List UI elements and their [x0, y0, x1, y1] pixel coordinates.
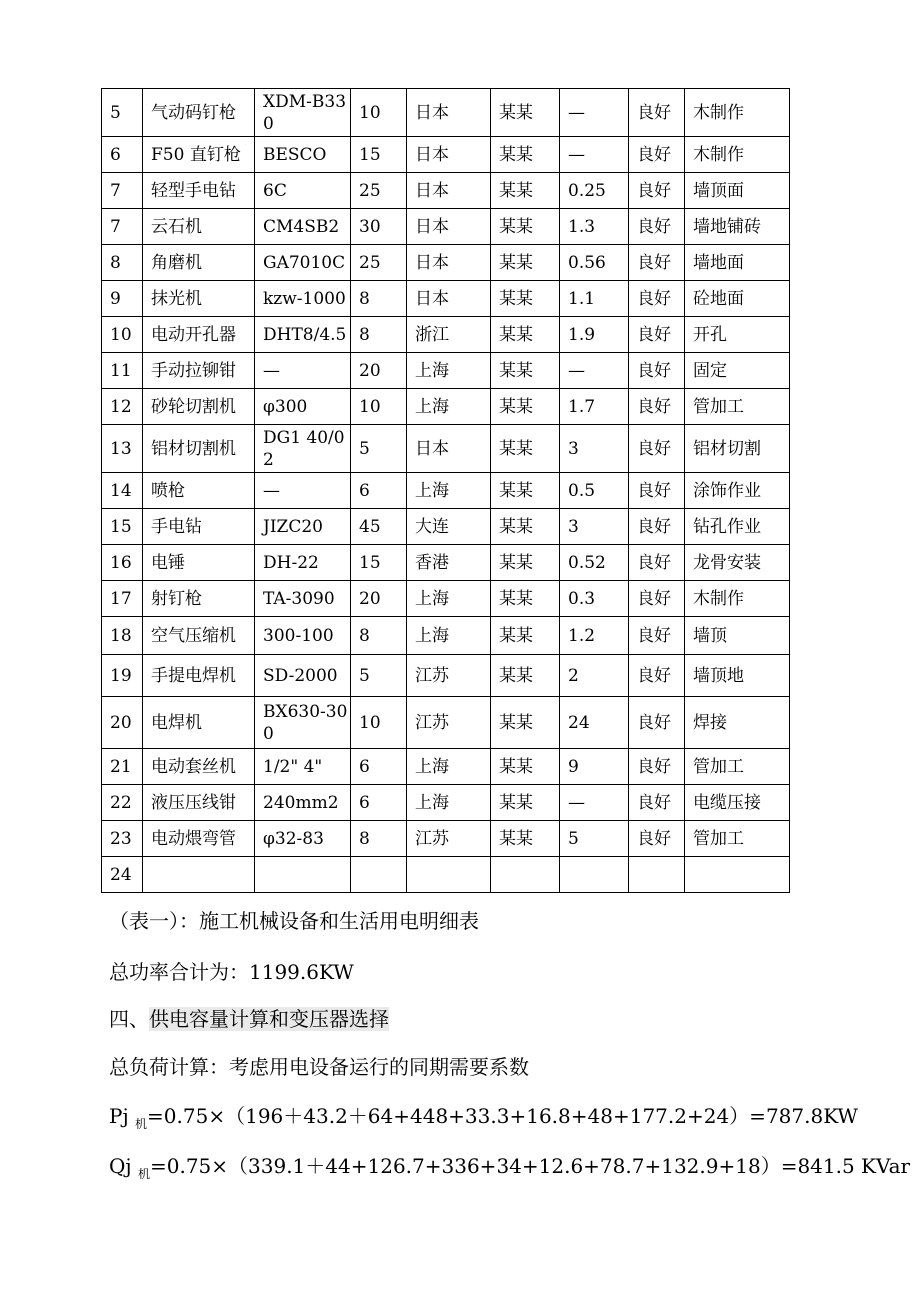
cell-model: BESCO	[255, 137, 351, 173]
cell-power: —	[560, 137, 629, 173]
cell-power	[560, 857, 629, 893]
cell-seq: 7	[102, 173, 143, 209]
cell-condition: 良好	[629, 317, 685, 353]
cell-quantity: 10	[351, 89, 407, 137]
cell-quantity: 15	[351, 137, 407, 173]
cell-usage: 墙顶地	[685, 655, 790, 697]
cell-usage: 木制作	[685, 89, 790, 137]
cell-condition: 良好	[629, 137, 685, 173]
cell-seq: 6	[102, 137, 143, 173]
cell-equipment-name: 抹光机	[143, 281, 255, 317]
cell-model: SD-2000	[255, 655, 351, 697]
cell-model: DHT8/4.5	[255, 317, 351, 353]
cell-quantity: 15	[351, 545, 407, 581]
table-row	[102, 509, 790, 545]
cell-quantity: 45	[351, 509, 407, 545]
cell-condition: 良好	[629, 389, 685, 425]
cell-manufacturer: 某某	[491, 697, 560, 749]
cell-manufacturer: 某某	[491, 785, 560, 821]
cell-model: 1/2" 4"	[255, 749, 351, 785]
table-row	[102, 857, 790, 893]
cell-seq: 15	[102, 509, 143, 545]
cell-quantity: 5	[351, 655, 407, 697]
cell-seq: 14	[102, 473, 143, 509]
cell-quantity	[351, 857, 407, 893]
cell-condition: 良好	[629, 281, 685, 317]
cell-power: 2	[560, 655, 629, 697]
cell-quantity: 8	[351, 821, 407, 857]
cell-manufacturer: 某某	[491, 821, 560, 857]
cell-power: 1.3	[560, 209, 629, 245]
table-row	[102, 425, 790, 473]
cell-power: 0.25	[560, 173, 629, 209]
cell-origin: 上海	[407, 353, 491, 389]
cell-origin: 上海	[407, 749, 491, 785]
table-row	[102, 785, 790, 821]
cell-origin: 日本	[407, 245, 491, 281]
table-row	[102, 209, 790, 245]
cell-usage: 电缆压接	[685, 785, 790, 821]
cell-equipment-name	[143, 857, 255, 893]
cell-model	[255, 857, 351, 893]
cell-quantity: 8	[351, 281, 407, 317]
cell-origin: 香港	[407, 545, 491, 581]
cell-model: DH-22	[255, 545, 351, 581]
cell-manufacturer: 某某	[491, 749, 560, 785]
table-row	[102, 697, 790, 749]
cell-model: BX630-300	[255, 697, 351, 749]
cell-equipment-name: 电动开孔器	[143, 317, 255, 353]
cell-usage: 管加工	[685, 389, 790, 425]
cell-equipment-name: 射钉枪	[143, 581, 255, 617]
cell-manufacturer: 某某	[491, 89, 560, 137]
cell-equipment-name: 手提电焊机	[143, 655, 255, 697]
cell-model: TA-3090	[255, 581, 351, 617]
cell-origin: 大连	[407, 509, 491, 545]
cell-quantity: 25	[351, 245, 407, 281]
cell-condition: 良好	[629, 821, 685, 857]
cell-origin: 上海	[407, 389, 491, 425]
cell-equipment-name: 液压压线钳	[143, 785, 255, 821]
qj-formula-line	[109, 1150, 910, 1179]
cell-model: 240mm2	[255, 785, 351, 821]
cell-origin: 日本	[407, 209, 491, 245]
cell-condition: 良好	[629, 173, 685, 209]
section-number: 四、	[109, 1007, 149, 1031]
cell-usage: 木制作	[685, 137, 790, 173]
cell-condition: 良好	[629, 617, 685, 655]
cell-model: JIZC20	[255, 509, 351, 545]
cell-seq: 5	[102, 89, 143, 137]
cell-manufacturer: 某某	[491, 617, 560, 655]
qj-formula: =0.75×（339.1＋44+126.7+336+34+12.6+78.7+132.9+18）=841.5 KVar	[149, 1154, 911, 1178]
cell-condition: 良好	[629, 473, 685, 509]
cell-quantity: 6	[351, 785, 407, 821]
table-caption: （表一）：施工机械设备和生活用电明细表	[109, 909, 479, 933]
cell-seq: 22	[102, 785, 143, 821]
cell-power: —	[560, 785, 629, 821]
cell-model: —	[255, 473, 351, 509]
cell-equipment-name: 手动拉铆钳	[143, 353, 255, 389]
cell-seq: 9	[102, 281, 143, 317]
cell-manufacturer: 某某	[491, 353, 560, 389]
table-row	[102, 821, 790, 857]
table-row	[102, 245, 790, 281]
cell-seq: 21	[102, 749, 143, 785]
cell-equipment-name: 喷枪	[143, 473, 255, 509]
cell-condition: 良好	[629, 697, 685, 749]
cell-quantity: 25	[351, 173, 407, 209]
cell-manufacturer: 某某	[491, 655, 560, 697]
cell-equipment-name: 云石机	[143, 209, 255, 245]
cell-manufacturer: 某某	[491, 545, 560, 581]
cell-origin: 江苏	[407, 697, 491, 749]
cell-usage: 钻孔作业	[685, 509, 790, 545]
cell-origin: 上海	[407, 581, 491, 617]
cell-quantity: 8	[351, 617, 407, 655]
equipment-table	[101, 88, 790, 893]
cell-model: φ32-83	[255, 821, 351, 857]
cell-equipment-name: 气动码钉枪	[143, 89, 255, 137]
cell-condition	[629, 857, 685, 893]
cell-usage: 开孔	[685, 317, 790, 353]
table-row	[102, 389, 790, 425]
cell-power: 0.5	[560, 473, 629, 509]
cell-condition: 良好	[629, 209, 685, 245]
cell-manufacturer: 某某	[491, 281, 560, 317]
cell-manufacturer: 某某	[491, 209, 560, 245]
qj-symbol: Qj	[109, 1154, 132, 1178]
pj-formula-line	[109, 1100, 858, 1129]
section-heading	[109, 1003, 389, 1032]
cell-usage: 木制作	[685, 581, 790, 617]
cell-equipment-name: 砂轮切割机	[143, 389, 255, 425]
cell-power: 0.56	[560, 245, 629, 281]
cell-equipment-name: 电动套丝机	[143, 749, 255, 785]
cell-power: 0.52	[560, 545, 629, 581]
cell-manufacturer: 某某	[491, 389, 560, 425]
section-title: 供电容量计算和变压器选择	[149, 1007, 389, 1031]
cell-manufacturer: 某某	[491, 581, 560, 617]
cell-seq: 17	[102, 581, 143, 617]
cell-power: 1.7	[560, 389, 629, 425]
cell-quantity: 8	[351, 317, 407, 353]
cell-manufacturer: 某某	[491, 173, 560, 209]
cell-power: 3	[560, 425, 629, 473]
cell-quantity: 5	[351, 425, 407, 473]
cell-condition: 良好	[629, 749, 685, 785]
cell-power: —	[560, 353, 629, 389]
cell-model: XDM-B330	[255, 89, 351, 137]
cell-manufacturer: 某某	[491, 473, 560, 509]
cell-condition: 良好	[629, 655, 685, 697]
cell-origin: 日本	[407, 89, 491, 137]
cell-power: 0.3	[560, 581, 629, 617]
cell-condition: 良好	[629, 353, 685, 389]
cell-equipment-name: 手电钻	[143, 509, 255, 545]
cell-model: kzw-1000	[255, 281, 351, 317]
table-row	[102, 545, 790, 581]
cell-origin: 江苏	[407, 655, 491, 697]
cell-model: CM4SB2	[255, 209, 351, 245]
cell-quantity: 30	[351, 209, 407, 245]
cell-origin	[407, 857, 491, 893]
cell-usage: 固定	[685, 353, 790, 389]
cell-seq: 8	[102, 245, 143, 281]
cell-condition: 良好	[629, 581, 685, 617]
cell-model: 300-100	[255, 617, 351, 655]
cell-power: 3	[560, 509, 629, 545]
cell-seq: 20	[102, 697, 143, 749]
cell-equipment-name: 电锤	[143, 545, 255, 581]
cell-model: DG1 40/02	[255, 425, 351, 473]
cell-manufacturer: 某某	[491, 509, 560, 545]
cell-origin: 江苏	[407, 821, 491, 857]
table-row	[102, 353, 790, 389]
cell-equipment-name: 空气压缩机	[143, 617, 255, 655]
equipment-table-body	[102, 89, 790, 893]
cell-seq: 16	[102, 545, 143, 581]
pj-subscript: 机	[135, 1117, 148, 1131]
cell-condition: 良好	[629, 545, 685, 581]
load-calculation-text: 总负荷计算：考虑用电设备运行的同期需要系数	[109, 1055, 529, 1079]
cell-model: —	[255, 353, 351, 389]
table-row	[102, 89, 790, 137]
cell-model: 6C	[255, 173, 351, 209]
cell-usage: 墙顶	[685, 617, 790, 655]
cell-usage: 墙顶面	[685, 173, 790, 209]
cell-usage: 墙地铺砖	[685, 209, 790, 245]
cell-seq: 19	[102, 655, 143, 697]
cell-quantity: 20	[351, 581, 407, 617]
cell-power: 5	[560, 821, 629, 857]
table-row	[102, 281, 790, 317]
cell-model: GA7010C	[255, 245, 351, 281]
table-row	[102, 617, 790, 655]
cell-quantity: 6	[351, 473, 407, 509]
cell-condition: 良好	[629, 425, 685, 473]
cell-equipment-name: 电动煨弯管	[143, 821, 255, 857]
cell-power: 1.1	[560, 281, 629, 317]
cell-quantity: 10	[351, 389, 407, 425]
cell-manufacturer: 某某	[491, 137, 560, 173]
pj-symbol: Pj	[109, 1104, 129, 1128]
cell-usage: 焊接	[685, 697, 790, 749]
table-row	[102, 173, 790, 209]
cell-seq: 12	[102, 389, 143, 425]
cell-seq: 7	[102, 209, 143, 245]
cell-condition: 良好	[629, 89, 685, 137]
cell-condition: 良好	[629, 245, 685, 281]
cell-quantity: 20	[351, 353, 407, 389]
table-row	[102, 581, 790, 617]
cell-seq: 13	[102, 425, 143, 473]
total-power: 总功率合计为：1199.6KW	[109, 960, 354, 984]
cell-power: —	[560, 89, 629, 137]
cell-origin: 上海	[407, 617, 491, 655]
cell-seq: 24	[102, 857, 143, 893]
cell-usage: 管加工	[685, 821, 790, 857]
cell-usage: 铝材切割	[685, 425, 790, 473]
table-row	[102, 137, 790, 173]
cell-origin: 日本	[407, 137, 491, 173]
cell-origin: 上海	[407, 785, 491, 821]
cell-origin: 日本	[407, 173, 491, 209]
cell-usage: 墙地面	[685, 245, 790, 281]
cell-manufacturer: 某某	[491, 425, 560, 473]
table-row	[102, 655, 790, 697]
cell-equipment-name: 铝材切割机	[143, 425, 255, 473]
cell-usage: 涂饰作业	[685, 473, 790, 509]
cell-quantity: 6	[351, 749, 407, 785]
cell-origin: 浙江	[407, 317, 491, 353]
qj-subscript: 机	[137, 1167, 150, 1181]
cell-power: 1.2	[560, 617, 629, 655]
cell-equipment-name: 角磨机	[143, 245, 255, 281]
cell-usage: 砼地面	[685, 281, 790, 317]
cell-equipment-name: 电焊机	[143, 697, 255, 749]
cell-seq: 10	[102, 317, 143, 353]
cell-manufacturer	[491, 857, 560, 893]
cell-manufacturer: 某某	[491, 245, 560, 281]
cell-model: φ300	[255, 389, 351, 425]
cell-manufacturer: 某某	[491, 317, 560, 353]
cell-power: 1.9	[560, 317, 629, 353]
cell-origin: 上海	[407, 473, 491, 509]
cell-power: 24	[560, 697, 629, 749]
cell-seq: 23	[102, 821, 143, 857]
cell-origin: 日本	[407, 425, 491, 473]
table-row	[102, 317, 790, 353]
cell-power: 9	[560, 749, 629, 785]
cell-usage: 管加工	[685, 749, 790, 785]
cell-seq: 18	[102, 617, 143, 655]
cell-condition: 良好	[629, 785, 685, 821]
cell-equipment-name: F50 直钉枪	[143, 137, 255, 173]
pj-formula: =0.75×（196＋43.2＋64+448+33.3+16.8+48+177.2+24）=787.8KW	[147, 1104, 858, 1128]
cell-usage	[685, 857, 790, 893]
table-row	[102, 749, 790, 785]
cell-quantity: 10	[351, 697, 407, 749]
cell-usage: 龙骨安装	[685, 545, 790, 581]
cell-equipment-name: 轻型手电钻	[143, 173, 255, 209]
cell-seq: 11	[102, 353, 143, 389]
cell-origin: 日本	[407, 281, 491, 317]
table-row	[102, 473, 790, 509]
cell-condition: 良好	[629, 509, 685, 545]
